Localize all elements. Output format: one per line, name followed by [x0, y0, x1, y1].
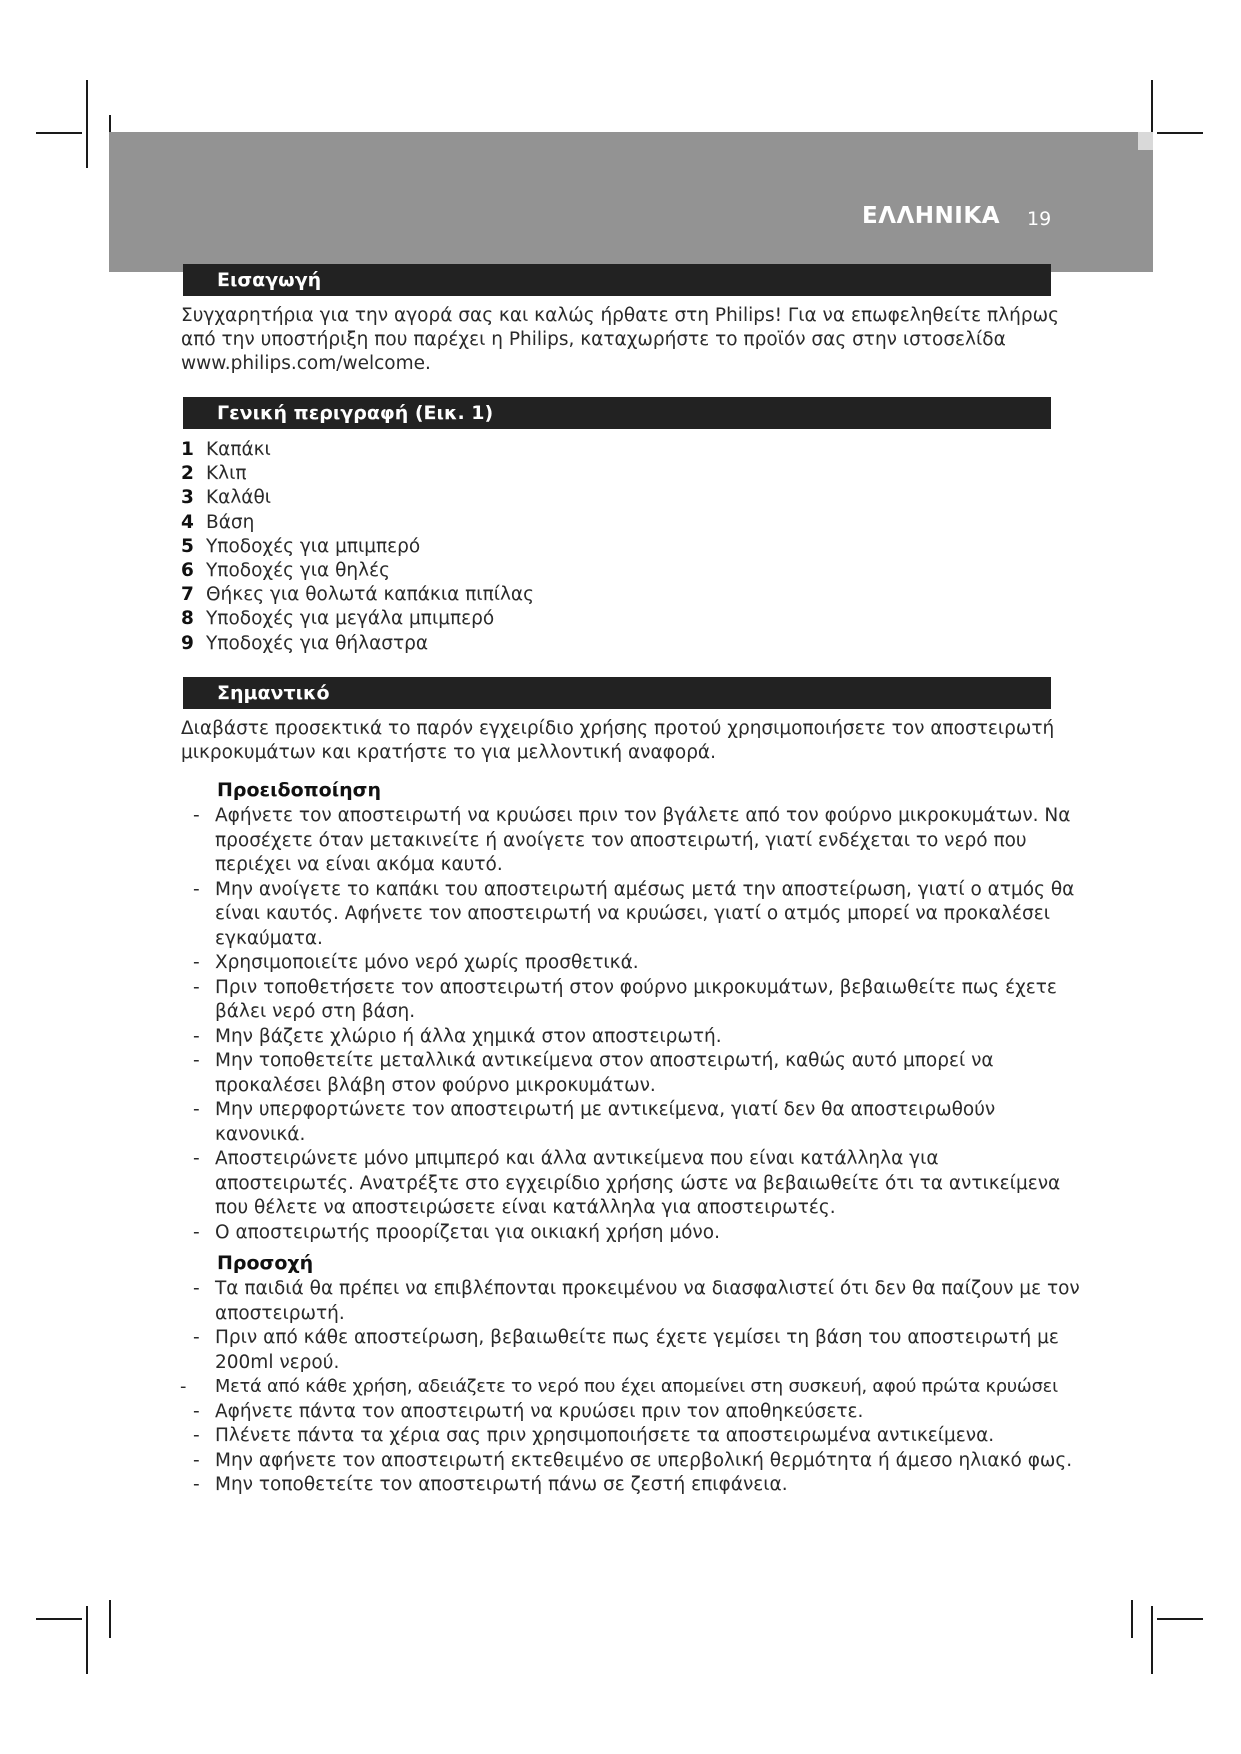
crop-mark	[1151, 1606, 1153, 1674]
list-item: - Τα παιδιά θα πρέπει να επιβλέπονται προκειμένου να διασφαλιστεί ότι δεν θα παίζουν με τον αποστειρωτή.	[193, 1278, 1080, 1324]
list-item: - Μην αφήνετε τον αποστειρωτή εκτεθειμένο σε υπερβολική θερμότητα ή άμεσο ηλιακό φως.	[193, 1449, 1073, 1471]
list-item: - Πλένετε πάντα τα χέρια σας πριν χρησιμοποιήσετε τα αποστειρωμένα αντικείμενα.	[193, 1425, 995, 1446]
list-item: - Αφήνετε τον αποστειρωτή να κρυώσει πριν τον βγάλετε από τον φούρνο μικροκυμάτων. Να προσέχετε όταν μετακινείτε ή ανοίγετε τον αποστειρωτή, γιατί ενδέχεται το νερό που περιέχει να είναι ακόμα καυτό.	[193, 805, 1071, 875]
list-item: - Πριν τοποθετήσετε τον αποστειρωτή στον φούρνο μικροκυμάτων, βεβαιωθείτε πως έχετε βάλει νερό στη βάση.	[193, 976, 1057, 1022]
crop-mark	[1157, 132, 1203, 134]
cautions-list	[180, 1277, 1083, 1498]
list-item: 5 Υποδοχές για μπιμπερό	[181, 535, 421, 557]
section-title-general: Γενική περιγραφή (Εικ. 1)	[183, 397, 1051, 429]
list-item: 4 Βάση	[181, 511, 255, 533]
list-item: 1 Καπάκι	[181, 439, 271, 460]
list-item: - Μην τοποθετείτε μεταλλικά αντικείμενα στον αποστειρωτή, καθώς αυτό μπορεί να προκαλέσει βλάβη στον φούρνο μικροκυμάτων.	[193, 1050, 994, 1096]
crop-mark	[1131, 1600, 1133, 1638]
list-item: - Πριν από κάθε αποστείρωση, βεβαιωθείτε πως έχετε γεμίσει τη βάση του αποστειρωτή με 200ml νερού.	[193, 1327, 1059, 1373]
warnings-list	[193, 804, 1083, 1245]
crop-mark	[36, 1618, 82, 1620]
list-item: - Μετά από κάθε χρήση, αδειάζετε το νερό που έχει απομείνει στη συσκευή, αφού πρώτα κρυώσει	[180, 1376, 1058, 1397]
list-item: 9 Υποδοχές για θήλαστρα	[181, 632, 429, 654]
page-number: 19	[1027, 208, 1052, 230]
list-item: - Μην τοποθετείτε τον αποστειρωτή πάνω σε ζεστή επιφάνεια.	[193, 1474, 788, 1495]
list-item: - Αποστειρώνετε μόνο μπιμπερό και άλλα αντικείμενα που είναι κατάλληλα για αποστειρωτές. Ανατρέξτε στο εγχειρίδιο χρήσης ώστε να βεβαιωθείτε ότι τα αντικείμενα που θέλετε να αποστειρώσετε είναι κατάλληλα για αποστειρωτές.	[193, 1148, 1061, 1218]
list-item: 6 Υποδοχές για θηλές	[181, 560, 390, 582]
crop-mark	[86, 1606, 88, 1674]
list-item: 2 Κλιπ	[181, 463, 247, 485]
section-title-important: Σημαντικό	[183, 677, 1051, 709]
list-item: 3 Καλάθι	[181, 487, 272, 509]
header-band	[109, 132, 1153, 272]
warning-heading: Προειδοποίηση	[217, 779, 381, 801]
section-title-intro: Εισαγωγή	[183, 264, 1051, 296]
crop-mark	[36, 132, 82, 134]
list-item: 7 Θήκες για θολωτά καπάκια πιπίλας	[181, 584, 534, 606]
list-item: - Μην βάζετε χλώριο ή άλλα χημικά στον αποστειρωτή.	[193, 1025, 722, 1047]
list-item: - Ο αποστειρωτής προορίζεται για οικιακή χρήση μόνο.	[193, 1221, 720, 1243]
list-item: 8 Υποδοχές για μεγάλα μπιμπερό	[181, 608, 495, 630]
list-item: - Μην ανοίγετε το καπάκι του αποστειρωτή αμέσως μετά την αποστείρωση, γιατί ο ατμός θα είναι καυτός. Αφήνετε τον αποστειρωτή να κρυώσει, γιατί ο ατμός μπορεί να προκαλέσει εγκαύματα.	[193, 878, 1075, 949]
list-item: - Χρησιμοποιείτε μόνο νερό χωρίς προσθετικά.	[193, 952, 639, 973]
page-language: ΕΛΛΗΝΙΚΑ	[862, 203, 1000, 229]
crop-mark	[86, 80, 88, 168]
header-tab	[1138, 132, 1153, 150]
caution-heading: Προσοχή	[217, 1252, 314, 1274]
list-item: - Μην υπερφορτώνετε τον αποστειρωτή με αντικείμενα, γιατί δεν θα αποστειρωθούν κανονικά.	[193, 1099, 996, 1145]
parts-list	[181, 438, 534, 656]
intro-text: Συγχαρητήρια για την αγορά σας και καλώς ήρθατε στη Philips! Για να επωφεληθείτε πλήρως από την υποστήριξη που παρέχει η Philips, καταχωρήστε το προϊόν σας στην ιστοσελίδα www.philips.com/welcome.	[181, 305, 1059, 374]
crop-mark	[109, 1600, 111, 1638]
list-item: - Αφήνετε πάντα τον αποστειρωτή να κρυώσει πριν τον αποθηκεύσετε.	[193, 1400, 864, 1422]
crop-mark	[1157, 1618, 1203, 1620]
important-intro: Διαβάστε προσεκτικά το παρόν εγχειρίδιο χρήσης προτού χρησιμοποιήσετε τον αποστειρωτή μικροκυμάτων και κρατήστε το για μελλοντική αναφορά.	[181, 718, 1055, 763]
